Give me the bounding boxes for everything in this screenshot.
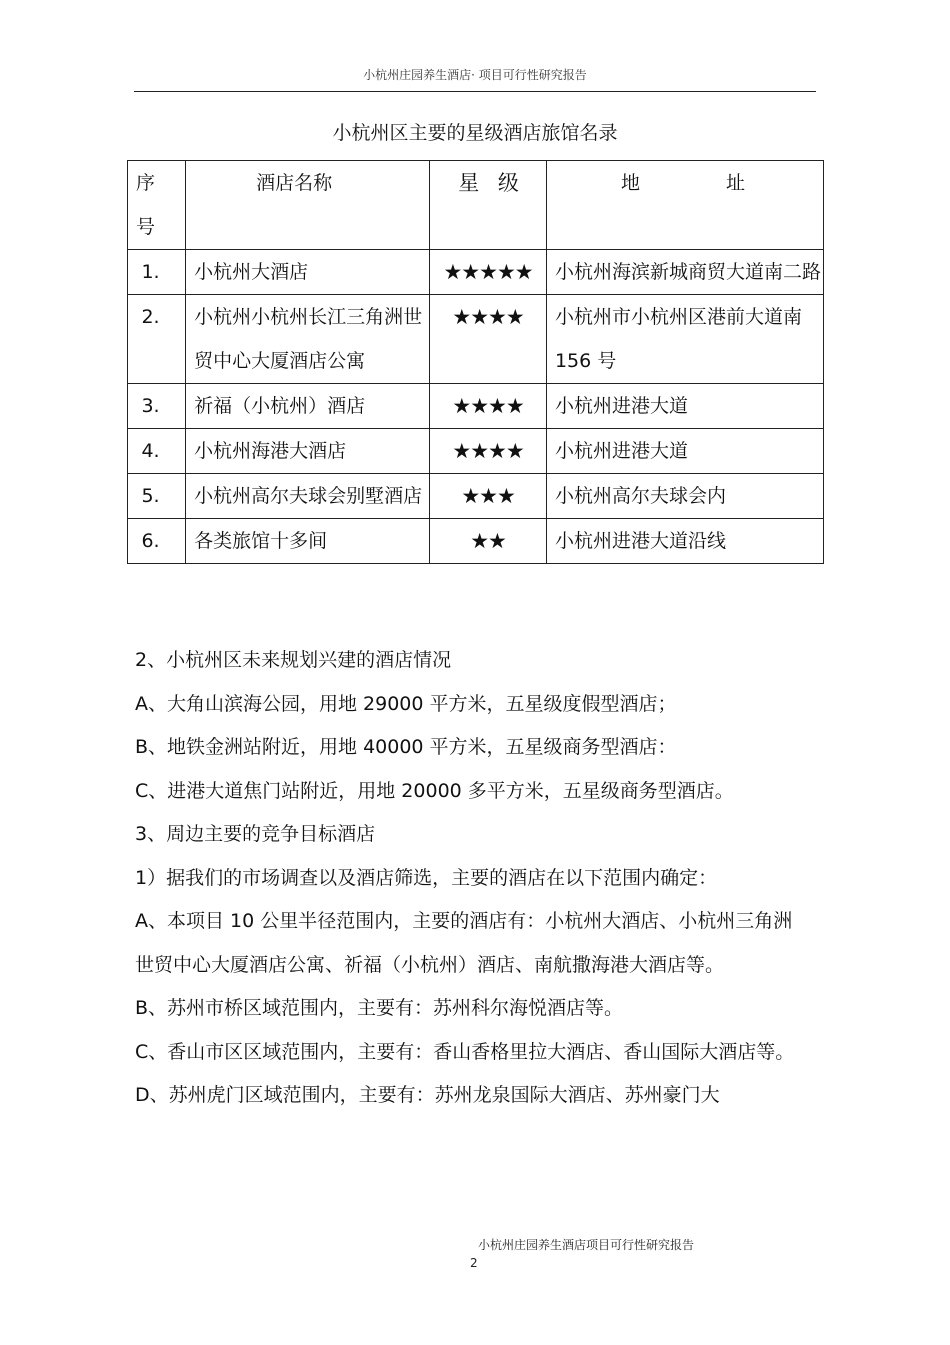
star-rating: ★★: [430, 519, 547, 564]
table-row: [128, 519, 824, 564]
hotel-name: 各类旅馆十多间: [186, 519, 430, 564]
row-number: 3.: [128, 384, 186, 429]
competitor-item: C、香山市区区域范围内，主要有：香山香格里拉大酒店、香山国际大酒店等。: [135, 1040, 795, 1063]
column-header-number: 序号: [128, 161, 186, 250]
planned-hotel-item: B、地铁金洲站附近，用地 40000 平方米，五星级商务型酒店：: [135, 736, 677, 758]
hotel-address: 小杭州海滨新城商贸大道南二路: [546, 250, 823, 295]
hotel-name: 小杭州大酒店: [186, 250, 430, 295]
section-heading-competitors: 3、周边主要的竞争目标酒店: [135, 823, 376, 845]
hotel-name: 小杭州小杭州长江三角洲世贸中心大厦酒店公寓: [186, 295, 430, 384]
hotel-table: [127, 160, 824, 564]
hotel-address: 小杭州进港大道: [546, 429, 823, 474]
row-number: 5.: [128, 474, 186, 519]
column-header-name: 酒店名称: [186, 161, 430, 250]
hotel-address: 小杭州进港大道沿线: [546, 519, 823, 564]
header-rule: [134, 91, 816, 92]
table-row: [128, 384, 824, 429]
section-heading-planned-hotels: 2、小杭州区未来规划兴建的酒店情况: [135, 649, 452, 671]
row-number: 1.: [128, 250, 186, 295]
competitor-item: D、苏州虎门区域范围内，主要有：苏州龙泉国际大酒店、苏州豪门大: [135, 1084, 720, 1106]
table-row: [128, 429, 824, 474]
hotel-name: 小杭州海港大酒店: [186, 429, 430, 474]
row-number: 6.: [128, 519, 186, 564]
star-rating: ★★★★: [430, 384, 547, 429]
star-rating: ★★★★★: [430, 250, 547, 295]
page-header: 小杭州庄园养生酒店· 项目可行性研究报告: [363, 68, 587, 82]
hotel-address: 小杭州市小杭州区港前大道南 156 号: [546, 295, 823, 384]
hotel-address: 小杭州进港大道: [546, 384, 823, 429]
page-number: 2: [470, 1256, 478, 1270]
column-header-stars: 星 级: [430, 161, 547, 250]
row-number: 4.: [128, 429, 186, 474]
star-rating: ★★★: [430, 474, 547, 519]
body-text: [135, 639, 795, 1118]
planned-hotel-item: C、进港大道焦门站附近，用地 20000 多平方米，五星级商务型酒店。: [135, 779, 734, 802]
hotel-name: 小杭州高尔夫球会别墅酒店: [186, 474, 430, 519]
row-number: 2.: [128, 295, 186, 384]
hotel-name: 祈福（小杭州）酒店: [186, 384, 430, 429]
paragraph: 1）据我们的市场调查以及酒店筛选，主要的酒店在以下范围内确定：: [135, 866, 718, 889]
table-row: [128, 474, 824, 519]
table-title: 小杭州区主要的星级酒店旅馆名录: [332, 122, 618, 144]
column-header-address: 地 址: [546, 161, 823, 250]
table-header-row: [128, 161, 824, 250]
competitor-item: B、苏州市桥区域范围内，主要有：苏州科尔海悦酒店等。: [135, 997, 624, 1019]
star-rating: ★★★★: [430, 429, 547, 474]
competitor-item: A、本项目 10 公里半径范围内，主要的酒店有：小杭州大酒店、小杭州三角洲世贸中心大厦酒店公寓、祈福（小杭州）酒店、南航撒海港大酒店等。: [135, 910, 793, 976]
footer-title: 小杭州庄园养生酒店项目可行性研究报告: [478, 1238, 695, 1252]
planned-hotel-item: A、大角山滨海公园，用地 29000 平方米，五星级度假型酒店；: [135, 692, 677, 715]
star-rating: ★★★★: [430, 295, 547, 384]
table-row: [128, 295, 824, 384]
hotel-address: 小杭州高尔夫球会内: [546, 474, 823, 519]
table-row: [128, 250, 824, 295]
